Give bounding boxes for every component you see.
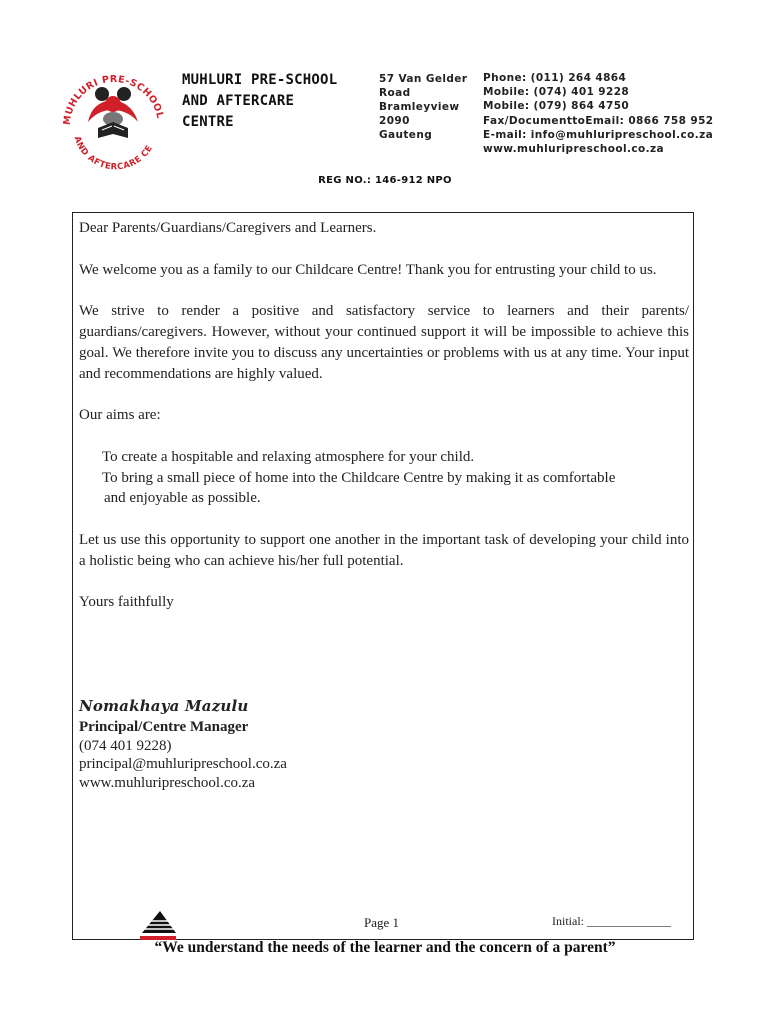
aim-item: To bring a small piece of home into the Childcare Centre by making it as comfortable: [102, 469, 616, 486]
aim-item: To create a hospitable and relaxing atmosphere for your child.: [102, 448, 475, 465]
registration-number: REG NO.: 146-912 NPO: [318, 175, 452, 186]
contact-phone: Phone: (011) 264 4864: [483, 72, 627, 84]
paragraph-support: Let us use this opportunity to support one another in the important task of developing your child into a holistic being who can achieve his/her full potential.: [79, 531, 689, 569]
contact-mobile-2: Mobile: (079) 864 4750: [483, 100, 630, 113]
salutation: Dear Parents/Guardians/Caregivers and Learners.: [79, 220, 377, 236]
signatory-email: principal@muhluripreschool.co.za: [79, 756, 287, 772]
initial-field: Initial: ______________: [552, 914, 671, 928]
contact-block: [483, 71, 714, 156]
address-block: [379, 72, 467, 142]
contact-mobile-1: Mobile: (074) 401 9228: [483, 86, 630, 99]
school-name: [182, 70, 337, 133]
paragraph-welcome: We welcome you as a family to our Childcare Centre! Thank you for entrusting your child to us.: [79, 261, 657, 278]
svg-text:AND AFTERCARE CENTRE: AND AFTERCARE CE: [71, 135, 156, 173]
letter-body: [79, 218, 689, 634]
closing: Yours faithfully: [79, 594, 174, 611]
address-line: 57 Van Gelder: [379, 73, 468, 85]
tagline: “We understand the needs of the learner and the concern of a parent”: [154, 939, 616, 956]
address-line: Gauteng: [379, 129, 433, 141]
school-logo: [54, 64, 172, 182]
signatory-phone: (074 401 9228): [79, 737, 172, 754]
address-line: 2090: [379, 115, 410, 127]
page-number: Page 1: [364, 915, 400, 930]
school-name-line: AND AFTERCARE: [182, 93, 295, 109]
contact-website: www.muhluripreschool.co.za: [483, 143, 664, 156]
signatory-details: [79, 718, 287, 792]
contact-email: E-mail: info@muhluripreschool.co.za: [483, 128, 714, 141]
svg-text:MUHLURI PRE-SCHOOL: MUHLURI PRE-SCHOOL: [61, 73, 166, 126]
aim-item-continued: and enjoyable as possible.: [104, 490, 261, 507]
address-line: Bramleyview: [379, 101, 460, 113]
school-name-line: MUHLURI PRE-SCHOOL: [182, 72, 338, 88]
paragraph-service: We strive to render a positive and satisfactory service to learners and their parents/ guardians/caregivers. However, without your continued support it will be impossible to achieve this goal. We therefore invite you to discuss any uncertainties or problems with us at any time. Your input and recommendations are highly valued.: [79, 303, 689, 382]
school-name-line: CENTRE: [182, 114, 234, 130]
signatory-role: Principal/Centre Manager: [79, 719, 249, 735]
signatory-website: www.muhluripreschool.co.za: [79, 774, 256, 791]
handwritten-signature: Nomakhaya Mazulu: [79, 697, 249, 715]
contact-fax: Fax/DocumenttoEmail: 0866 758 952: [483, 114, 714, 127]
aims-heading: Our aims are:: [79, 407, 161, 424]
address-line: Road: [379, 87, 411, 99]
